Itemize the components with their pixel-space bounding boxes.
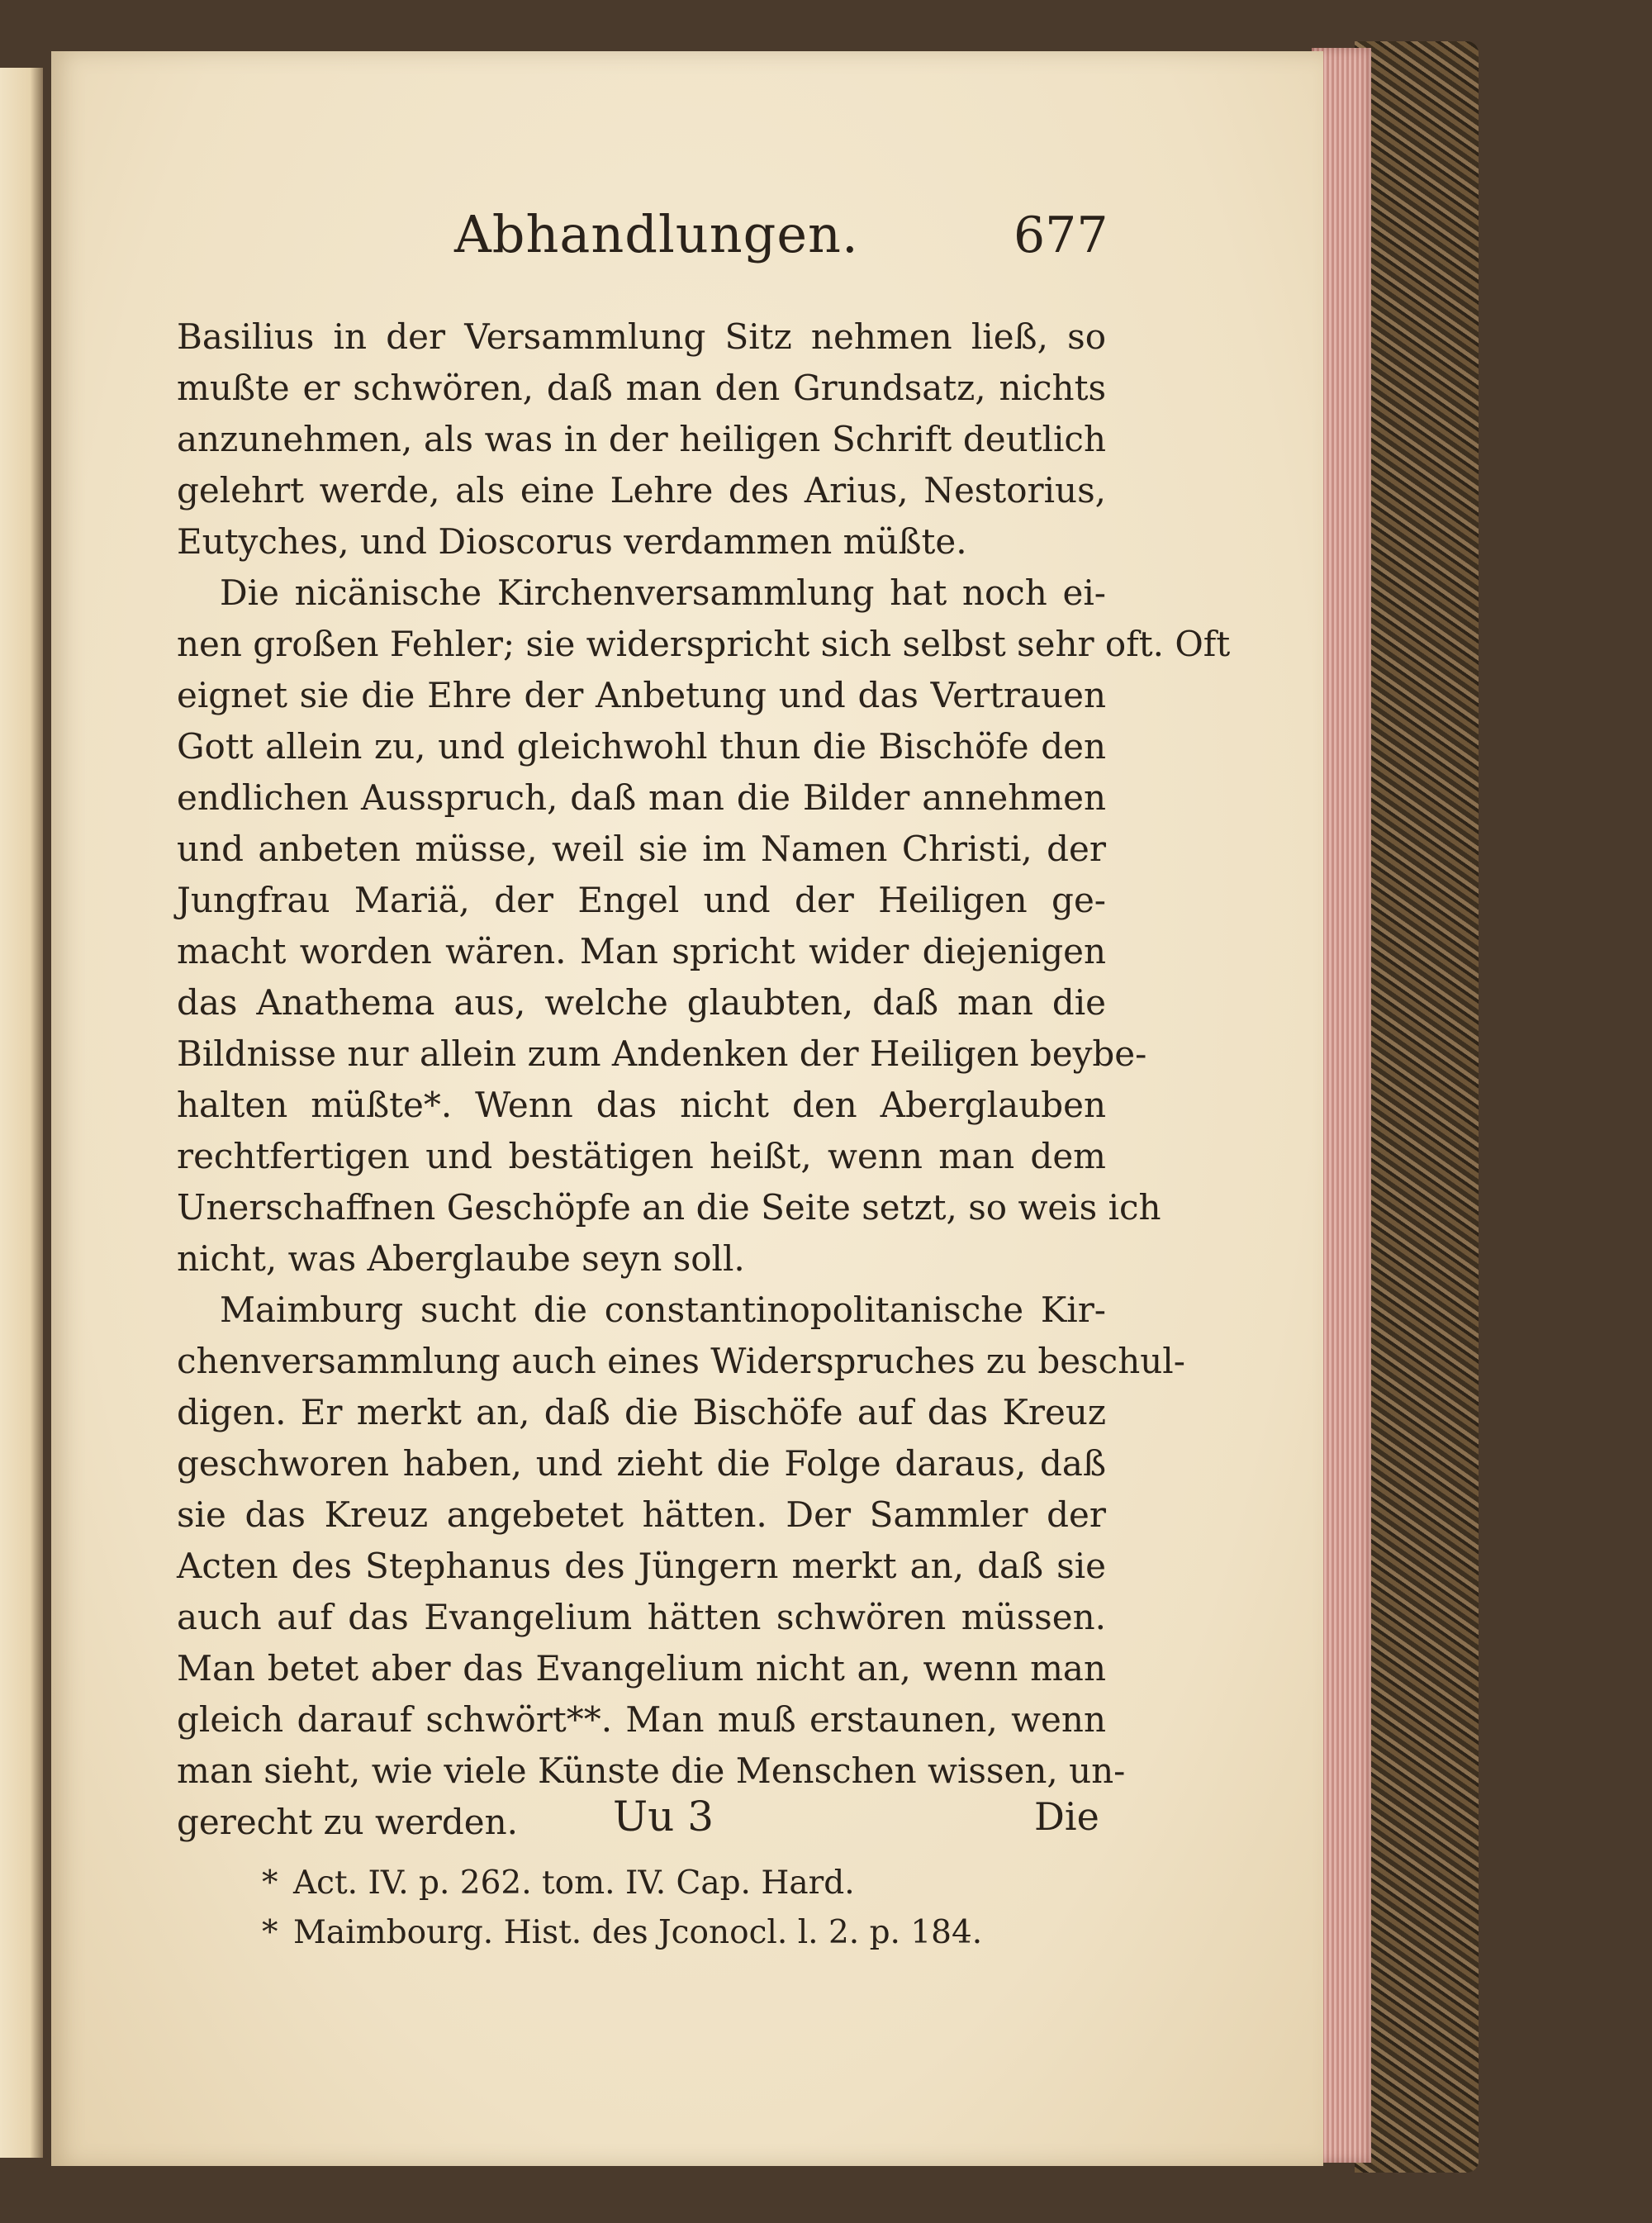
text-line: halten müßte*. Wenn das nicht den Aberglauben [177, 1085, 1106, 1125]
text-line: gerecht zu werden. [177, 1802, 519, 1842]
footnote [262, 1908, 982, 1958]
previous-page-edge [0, 68, 43, 2158]
text-line: Jungfrau Mariä, der Engel und der Heiligen ge- [177, 880, 1106, 920]
footnote-mark: * [262, 1864, 278, 1902]
text-line: Eutyches, und Dioscorus verdammen müßte. [177, 521, 967, 562]
footnote [262, 1859, 982, 1908]
body-text [177, 311, 1231, 1848]
text-line: man sieht, wie viele Künste die Menschen wissen, un- [177, 1750, 1126, 1791]
text-line: Maimburg sucht die constantinopolitanische Kir- [220, 1290, 1106, 1330]
text-line: macht worden wären. Man spricht wider diejenigen [177, 931, 1106, 971]
footnotes [262, 1859, 982, 1958]
text-line: nen großen Fehler; sie widerspricht sich selbst sehr oft. Oft [177, 624, 1231, 664]
text-line: und anbeten müsse, weil sie im Namen Christi, der [177, 829, 1106, 869]
text-line: gelehrt werde, als eine Lehre des Arius, Nestorius, [177, 470, 1106, 511]
footnote-text: Act. IV. p. 262. tom. IV. Cap. Hard. [293, 1864, 855, 1902]
text-line: nicht, was Aberglaube seyn soll. [177, 1238, 745, 1279]
book-page [51, 51, 1323, 2166]
text-line: geschworen haben, und zieht die Folge daraus, daß [177, 1443, 1106, 1484]
text-line: Man betet aber das Evangelium nicht an, wenn man [177, 1648, 1106, 1689]
text-line: das Anathema aus, welche glaubten, daß man die [177, 982, 1106, 1023]
text-line: Gott allein zu, und gleichwohl thun die Bischöfe den [177, 726, 1106, 767]
running-head: Abhandlungen. [454, 204, 859, 264]
text-line: auch auf das Evangelium hätten schwören müssen. [177, 1597, 1106, 1637]
signature-mark: Uu 3 [613, 1793, 714, 1841]
book-cover-board [1355, 41, 1479, 2173]
text-line: endlichen Ausspruch, daß man die Bilder annehmen [177, 777, 1106, 818]
footnote-text: Maimbourg. Hist. des Jconocl. l. 2. p. 184. [293, 1914, 983, 1951]
text-line: sie das Kreuz angebetet hätten. Der Sammler der [177, 1494, 1106, 1535]
text-line: eignet sie die Ehre der Anbetung und das Vertrauen [177, 675, 1106, 715]
text-line: mußte er schwören, daß man den Grundsatz, nichts [177, 368, 1106, 408]
text-line: Bildnisse nur allein zum Andenken der Heiligen beybe- [177, 1033, 1147, 1074]
footnote-mark: * [262, 1914, 278, 1951]
text-line: digen. Er merkt an, daß die Bischöfe auf das Kreuz [177, 1392, 1106, 1432]
text-line: Unerschaffnen Geschöpfe an die Seite setzt, so weis ich [177, 1187, 1161, 1228]
text-line: Die nicänische Kirchenversammlung hat noch ei- [220, 572, 1106, 613]
page-number: 677 [1014, 207, 1108, 264]
text-line: chenversammlung auch eines Widerspruches zu beschul- [177, 1341, 1185, 1381]
text-line: Acten des Stephanus des Jüngern merkt an, daß sie [177, 1546, 1106, 1586]
text-line: Basilius in der Versammlung Sitz nehmen ließ, so [177, 316, 1106, 357]
text-line: gleich darauf schwört**. Man muß erstaunen, wenn [177, 1699, 1106, 1740]
catchword: Die [1034, 1794, 1099, 1839]
text-line: anzunehmen, als was in der heiligen Schrift deutlich [177, 419, 1106, 459]
text-line: rechtfertigen und bestätigen heißt, wenn man dem [177, 1136, 1106, 1176]
